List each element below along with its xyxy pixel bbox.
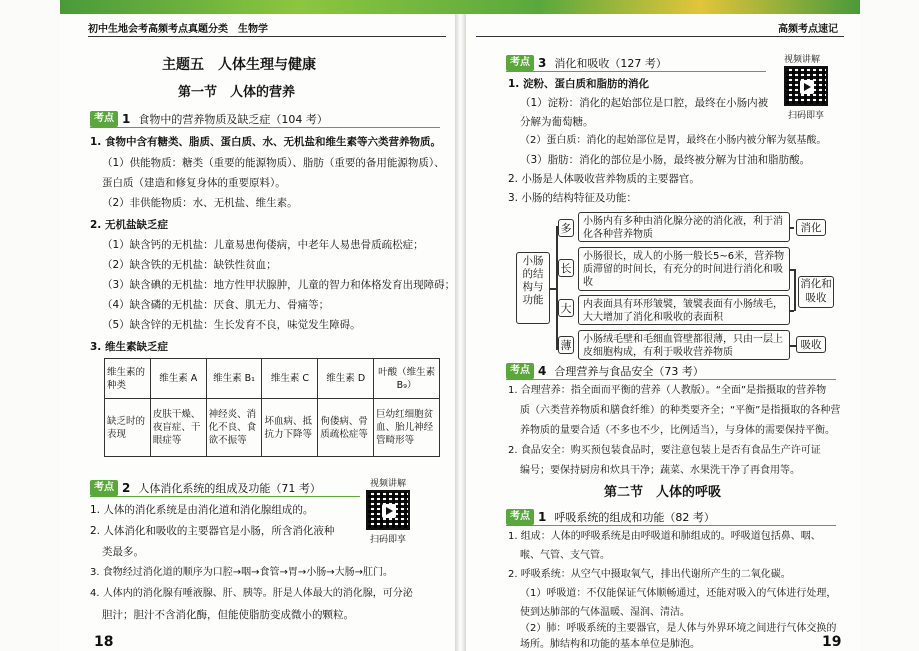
text-line: （1）供能物质：糖类（重要的能源物质）、脂肪（重要的备用能源物质）、 [102,157,445,169]
connector [556,226,558,350]
play-icon [382,504,396,518]
table-cell: 皮肤干燥、夜盲症、干眼症等 [150,399,206,457]
text-line: 3. 维生素缺乏症 [90,341,168,353]
text-line: 2. 小肠是人体吸收营养物质的主要器官。 [508,173,700,185]
text-line: 喉、气管、支气管。 [520,550,610,561]
table-cell: 维生素 A [150,359,206,399]
kp-number: 3 [538,55,547,70]
kp-title: 呼吸系统的组成和功能（82 考） [554,510,715,524]
table-cell: 维生素 C [262,359,318,399]
diagram-result: 吸收 [796,336,826,353]
diagram-key: 大 [558,299,574,317]
text-line: 2. 无机盐缺乏症 [90,219,168,231]
qr-caption: 视频讲解 [370,479,407,489]
table-cell: 维生素的种类 [105,359,151,399]
text-line: 2. 人体消化和吸收的主要器官是小肠，所含消化液种 [90,525,335,537]
diagram-root: 小肠的结构与功能 [516,252,550,324]
text-line: 类最多。 [102,546,144,558]
text-line: 1. 合理营养：指全面而平衡的营养（人教版）。“全面”是指摄取的营养物 [508,385,827,396]
cover-edge [60,0,860,14]
diagram-result: 消化和吸收 [798,276,834,308]
kp-number: 1 [122,111,131,126]
text-line: （5）缺含锌的无机盐：生长发育不良，味觉发生障碍。 [102,319,361,331]
kp-title: 人体消化系统的组成及功能（71 考） [138,481,321,495]
diagram-box: 小肠很长，成人的小肠一般长5~6米，营养物质滞留的时间长，有充分的时间进行消化和吸收 [578,247,790,291]
kp-rule [506,379,836,380]
text-line: （1）淀粉：消化的起始部位是口腔，最终在小肠内被 [520,97,769,109]
left-header: 初中生地会考高频考点真题分类 生物学 [88,24,268,35]
table-cell: 缺乏时的表现 [105,399,151,457]
table-cell: 维生素 B₁ [206,359,262,399]
text-line: 胆汁；胆汁不含消化酶，但能使脂肪变成微小的颗粒。 [102,609,354,621]
kp-tag: 考点 [506,363,534,379]
kp4-heading [506,362,704,379]
text-line: （1）呼吸道：不仅能保证气体顺畅通过，还能对吸入的气体进行处理， [520,588,837,599]
qr-code[interactable] [784,66,828,106]
kp-tag: 考点 [90,111,118,127]
header-rule [476,36,844,37]
kp-rule [506,71,766,72]
table-cell: 坏血病、抵抗力下降等 [262,399,318,457]
text-line: 蛋白质（建造和修复身体的重要原料）。 [102,177,286,189]
text-line: 1. 人体的消化系统是由消化道和消化腺组成的。 [90,504,314,516]
right-header: 高频考点速记 [778,24,838,35]
text-line: 分解为葡萄糖。 [520,116,594,128]
diagram-key: 多 [558,219,574,237]
table-cell: 叶酸（维生素 B₉） [374,359,440,399]
page-number: 19 [822,634,842,650]
kp-title: 消化和吸收（127 考） [554,56,667,70]
section-title: 第二节 人体的呼吸 [604,485,722,500]
kp-title: 合理营养与食品安全（73 考） [554,364,704,378]
qr-code[interactable] [366,490,410,530]
kp3-heading [506,54,667,71]
kp-rule [90,127,440,128]
kp-number: 1 [538,509,547,524]
text-line: 3. 小肠的结构特征及功能： [508,192,637,204]
text-line: 1. 食物中含有糖类、脂质、蛋白质、水、无机盐和维生素等六类营养物质。 [90,136,441,148]
left-page [60,14,455,651]
diagram-box: 小肠绒毛壁和毛细血管壁都很薄，只由一层上皮细胞构成，有利于吸收营养物质 [578,330,790,360]
text-line: （2）肺：呼吸系统的主要器官，是人体与外界环境之间进行气体交换的 [520,623,837,634]
page-number: 18 [94,634,114,650]
kp-rule [90,496,360,497]
text-line: （2）蛋白质：消化的起始部位是胃，最终在小肠内被分解为氨基酸。 [520,135,827,146]
table-cell: 巨幼红细胞贫血、胎儿神经管畸形等 [374,399,440,457]
kp1-heading [90,110,328,127]
text-line: 质（六类营养物质和膳食纤维）的种类要齐全；“平衡”是指摄取的各种营 [520,405,841,416]
book-spine [455,14,466,651]
connector [794,269,796,311]
text-line: （4）缺含磷的无机盐：厌食、肌无力、骨痛等； [102,299,330,311]
header-rule [88,36,446,37]
kp-number: 2 [122,480,131,495]
qr-caption: 扫码即享 [370,535,407,545]
play-icon [800,80,814,94]
diagram-result: 消化 [796,219,826,236]
text-line: 场所。肺结构和功能的基本单位是肺泡。 [520,639,700,650]
connector [790,227,794,229]
kp-rule [506,525,836,526]
table-cell: 佝偻病、骨质疏松症等 [318,399,374,457]
diagram-key: 薄 [558,336,574,354]
text-line: 2. 呼吸系统：从空气中摄取氧气，排出代谢所产生的二氧化碳。 [508,569,791,580]
kp-tag: 考点 [506,55,534,71]
text-line: 1. 组成：人体的呼吸系统是由呼吸道和肺组成的。呼吸道包括鼻、咽、 [508,531,821,542]
text-line: 使到达肺部的气体温暖、湿润、清洁。 [520,607,690,618]
diagram-box: 内表面具有环形皱襞，皱襞表面有小肠绒毛，大大增加了消化和吸收的表面积 [578,295,790,325]
text-line: 养物质的量要合适（不多也不少，比例适当），与身体的需要保持平衡。 [520,425,835,436]
text-line: 3. 食物经过消化道的顺序为口腔→咽→食管→胃→小肠→大肠→肛门。 [90,567,393,578]
table-cell: 维生素 D [318,359,374,399]
qr-caption: 视频讲解 [784,55,821,65]
unit-title: 主题五 人体生理与健康 [162,57,316,73]
text-line: 4. 人体内的消化腺有唾液腺、肝、胰等。肝是人体最大的消化腺，可分泌 [90,588,413,599]
kp-tag: 考点 [90,480,118,496]
text-line: （3）缺含碘的无机盐：地方性甲状腺肿，儿童的智力和体格发育出现障碍； [102,279,456,291]
vitamin-table [104,358,440,457]
right-page [466,14,860,651]
table-cell: 神经炎、消化不良、食欲不振等 [206,399,262,457]
diagram-key: 长 [558,259,574,277]
kp-tag: 考点 [506,509,534,525]
kp5-heading [506,508,715,525]
qr-caption: 扫码即享 [788,111,825,121]
diagram-box: 小肠内有多种由消化腺分泌的消化液，利于消化各种营养物质 [578,212,790,242]
section-title: 第一节 人体的营养 [178,85,296,100]
text-line: （2）非供能物质：水、无机盐、维生素。 [102,197,298,209]
kp2-heading [90,479,321,496]
text-line: （1）缺含钙的无机盐：儿童易患佝偻病，中老年人易患骨质疏松症； [102,239,424,251]
text-line: 2. 食品安全：购买预包装食品时，要注意包装上是否有食品生产许可证 [508,445,821,456]
text-line: （2）缺含铁的无机盐：缺铁性贫血； [102,259,277,271]
kp-title: 食物中的营养物质及缺乏症（104 考） [138,112,328,126]
text-line: （3）脂肪：消化的部位是小肠，最终被分解为甘油和脂肪酸。 [520,154,811,166]
kp-number: 4 [538,363,547,378]
text-line: 编号；要保持厨房和炊具干净；蔬菜、水果洗干净了再食用等。 [520,465,800,476]
text-line: 1. 淀粉、蛋白质和脂肪的消化 [508,78,649,90]
